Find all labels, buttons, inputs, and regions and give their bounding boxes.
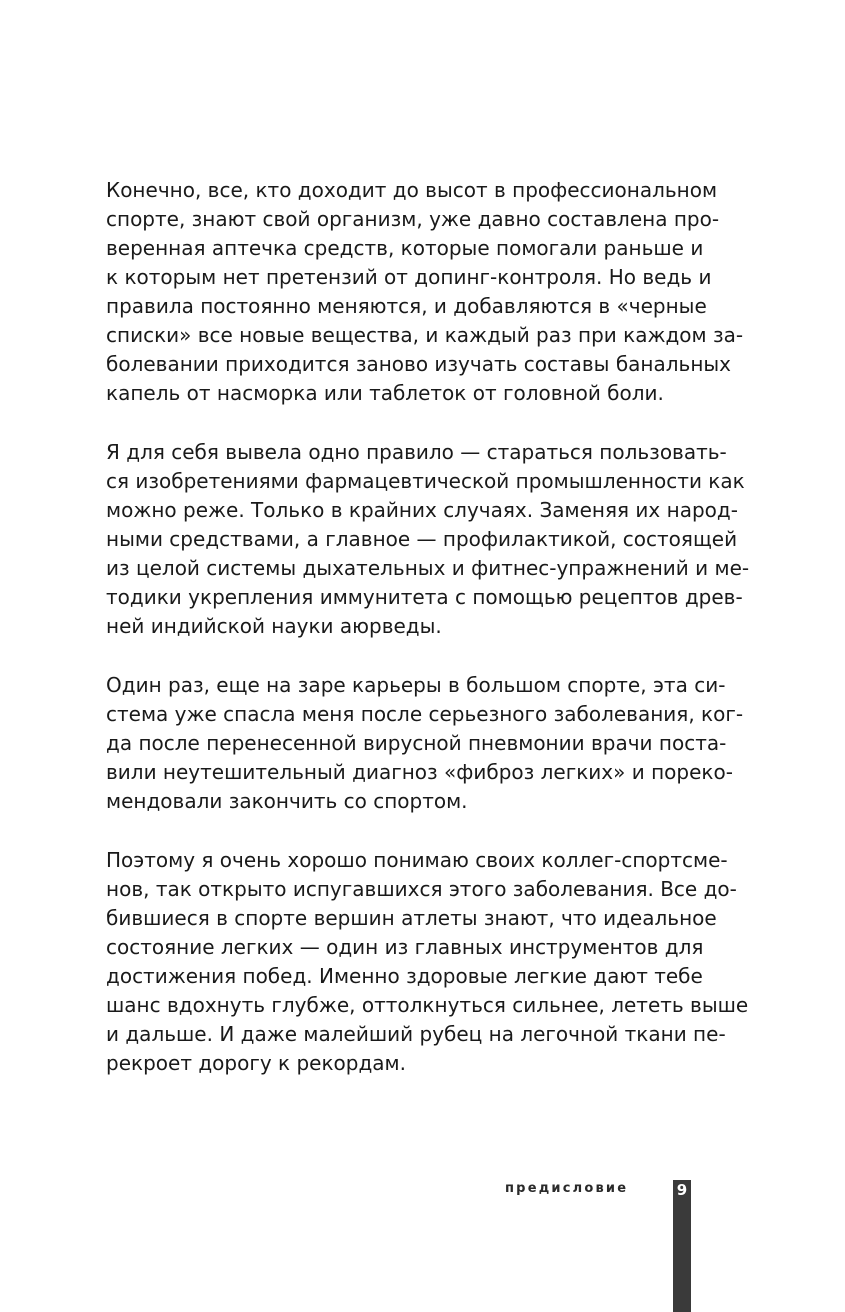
text-line: капель от насморка или таблеток от головной боли. [106, 381, 664, 405]
text-line: состояние легких — один из главных инструментов для [106, 935, 704, 959]
text-line: стема уже спасла меня после серьезного заболевания, ког- [106, 702, 744, 726]
text-line: да после перенесенной вирусной пневмонии врачи поста- [106, 731, 727, 755]
paragraph-3 [106, 671, 744, 816]
text-line: достижения побед. Именно здоровые легкие дают тебе [106, 964, 703, 988]
text-line: вили неутешительный диагноз «фиброз легких» и пореко- [106, 760, 733, 784]
text-line: веренная аптечка средств, которые помогали раньше и [106, 236, 704, 260]
text-line: ся изобретениями фармацевтической промышленности как [106, 469, 745, 493]
text-line: тодики укрепления иммунитета с помощью рецептов древ- [106, 585, 743, 609]
text-line: болевании приходится заново изучать составы банальных [106, 352, 732, 376]
paragraph-4 [106, 846, 749, 1078]
text-line: из целой системы дыхательных и фитнес-упражнений и ме- [106, 556, 750, 580]
text-line: Конечно, все, кто доходит до высот в профессиональном [106, 178, 718, 202]
text-line: можно реже. Только в крайних случаях. Заменяя их народ- [106, 498, 738, 522]
text-line: рекроет дорогу к рекордам. [106, 1051, 406, 1075]
paragraph-1 [106, 176, 744, 408]
text-line: спорте, знают свой организм, уже давно составлена про- [106, 207, 720, 231]
text-line: Один раз, еще на заре карьеры в большом спорте, эта си- [106, 673, 726, 697]
text-line: ными средствами, а главное — профилактикой, состоящей [106, 527, 738, 551]
text-line: Поэтому я очень хорошо понимаю своих коллег-спортсме- [106, 848, 728, 872]
text-line: ней индийской науки аюрведы. [106, 614, 442, 638]
page-number: 9 [676, 1181, 688, 1199]
text-line: Я для себя вывела одно правило — стараться пользовать- [106, 440, 727, 464]
text-line: бившиеся в спорте вершин атлеты знают, что идеальное [106, 906, 717, 930]
text-line: мендовали закончить со спортом. [106, 789, 468, 813]
section-label: предисловие [505, 1181, 629, 1196]
text-line: шанс вдохнуть глубже, оттолкнуться сильнее, лететь выше [106, 993, 749, 1017]
text-line: и дальше. И даже малейший рубец на легочной ткани пе- [106, 1022, 726, 1046]
paragraph-2 [106, 438, 750, 641]
text-line: правила постоянно меняются, и добавляются в «черные [106, 294, 707, 318]
text-line: списки» все новые вещества, и каждый раз при каждом за- [106, 323, 744, 347]
text-line: нов, так открыто испугавшихся этого заболевания. Все до- [106, 877, 737, 901]
text-line: к которым нет претензий от допинг-контроля. Но ведь и [106, 265, 712, 289]
